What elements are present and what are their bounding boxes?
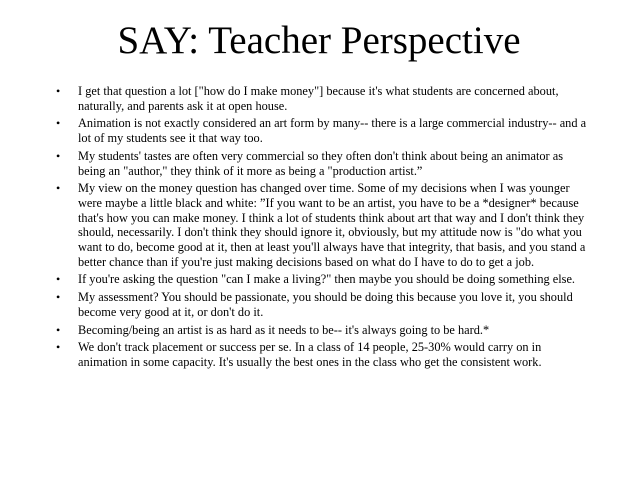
bullet-text: Becoming/being an artist is as hard as it needs to be-- it's always going to be hard.*: [78, 322, 490, 337]
bullet-text: I get that question a lot ["how do I make money"] because it's what students are concerned about, naturally, and parents ask it at open house.: [78, 84, 559, 113]
bullet-icon: •: [56, 340, 61, 355]
bullet-item: [56, 272, 592, 287]
bullet-text: If you're asking the question "can I make a living?" then maybe you should be doing something else.: [78, 272, 576, 287]
bullet-item: [56, 340, 592, 369]
bullet-icon: •: [56, 84, 61, 98]
bullet-icon: •: [56, 272, 61, 287]
bullet-text: My view on the money question has changed over time. Some of my decisions when I was younger were maybe a little black and white: ”If you want to be an artist, you have to be a *designer* because that's how you can make money. I think a lot of students think about art that way and I don't think they should, necessarily. I don't think they should ignore it, obviously, but my attitude now is "do what you want to do, become good at it, then at least you'll always have that integrity, that basis, and you stand a better chance than if you're just making decisions based on what do I have to do to get a job.: [78, 181, 586, 269]
bullet-item: [56, 116, 592, 145]
bullet-item: [56, 84, 592, 113]
bullet-text: We don't track placement or success per se. In a class of 14 people, 25-30% would carry on in animation in some capacity. It's usually the best ones in the class who get the consistent work.: [78, 340, 542, 369]
bullet-text: Animation is not exactly considered an art form by many-- there is a large commercial industry-- and a lot of my students see it that way too.: [78, 116, 587, 146]
bullet-text: My assessment? You should be passionate, you should be doing this because you love it, you should become very good at it, or don't do it.: [78, 290, 573, 319]
bullet-item: [56, 181, 592, 269]
bullet-text: My students' tastes are often very commercial so they often don't think about being an animator as being an "author," they think of it more as being a "production artist.”: [78, 148, 564, 178]
slide-title: SAY: Teacher Perspective: [117, 19, 521, 62]
bullet-icon: •: [56, 116, 61, 131]
bullet-icon: •: [56, 290, 61, 305]
bullet-icon: •: [56, 181, 61, 196]
bullet-list: [56, 84, 592, 373]
bullet-item: [56, 149, 592, 178]
bullet-icon: •: [56, 148, 61, 163]
bullet-item: [56, 290, 592, 319]
bullet-item: [56, 323, 592, 338]
bullet-icon: •: [56, 322, 61, 337]
